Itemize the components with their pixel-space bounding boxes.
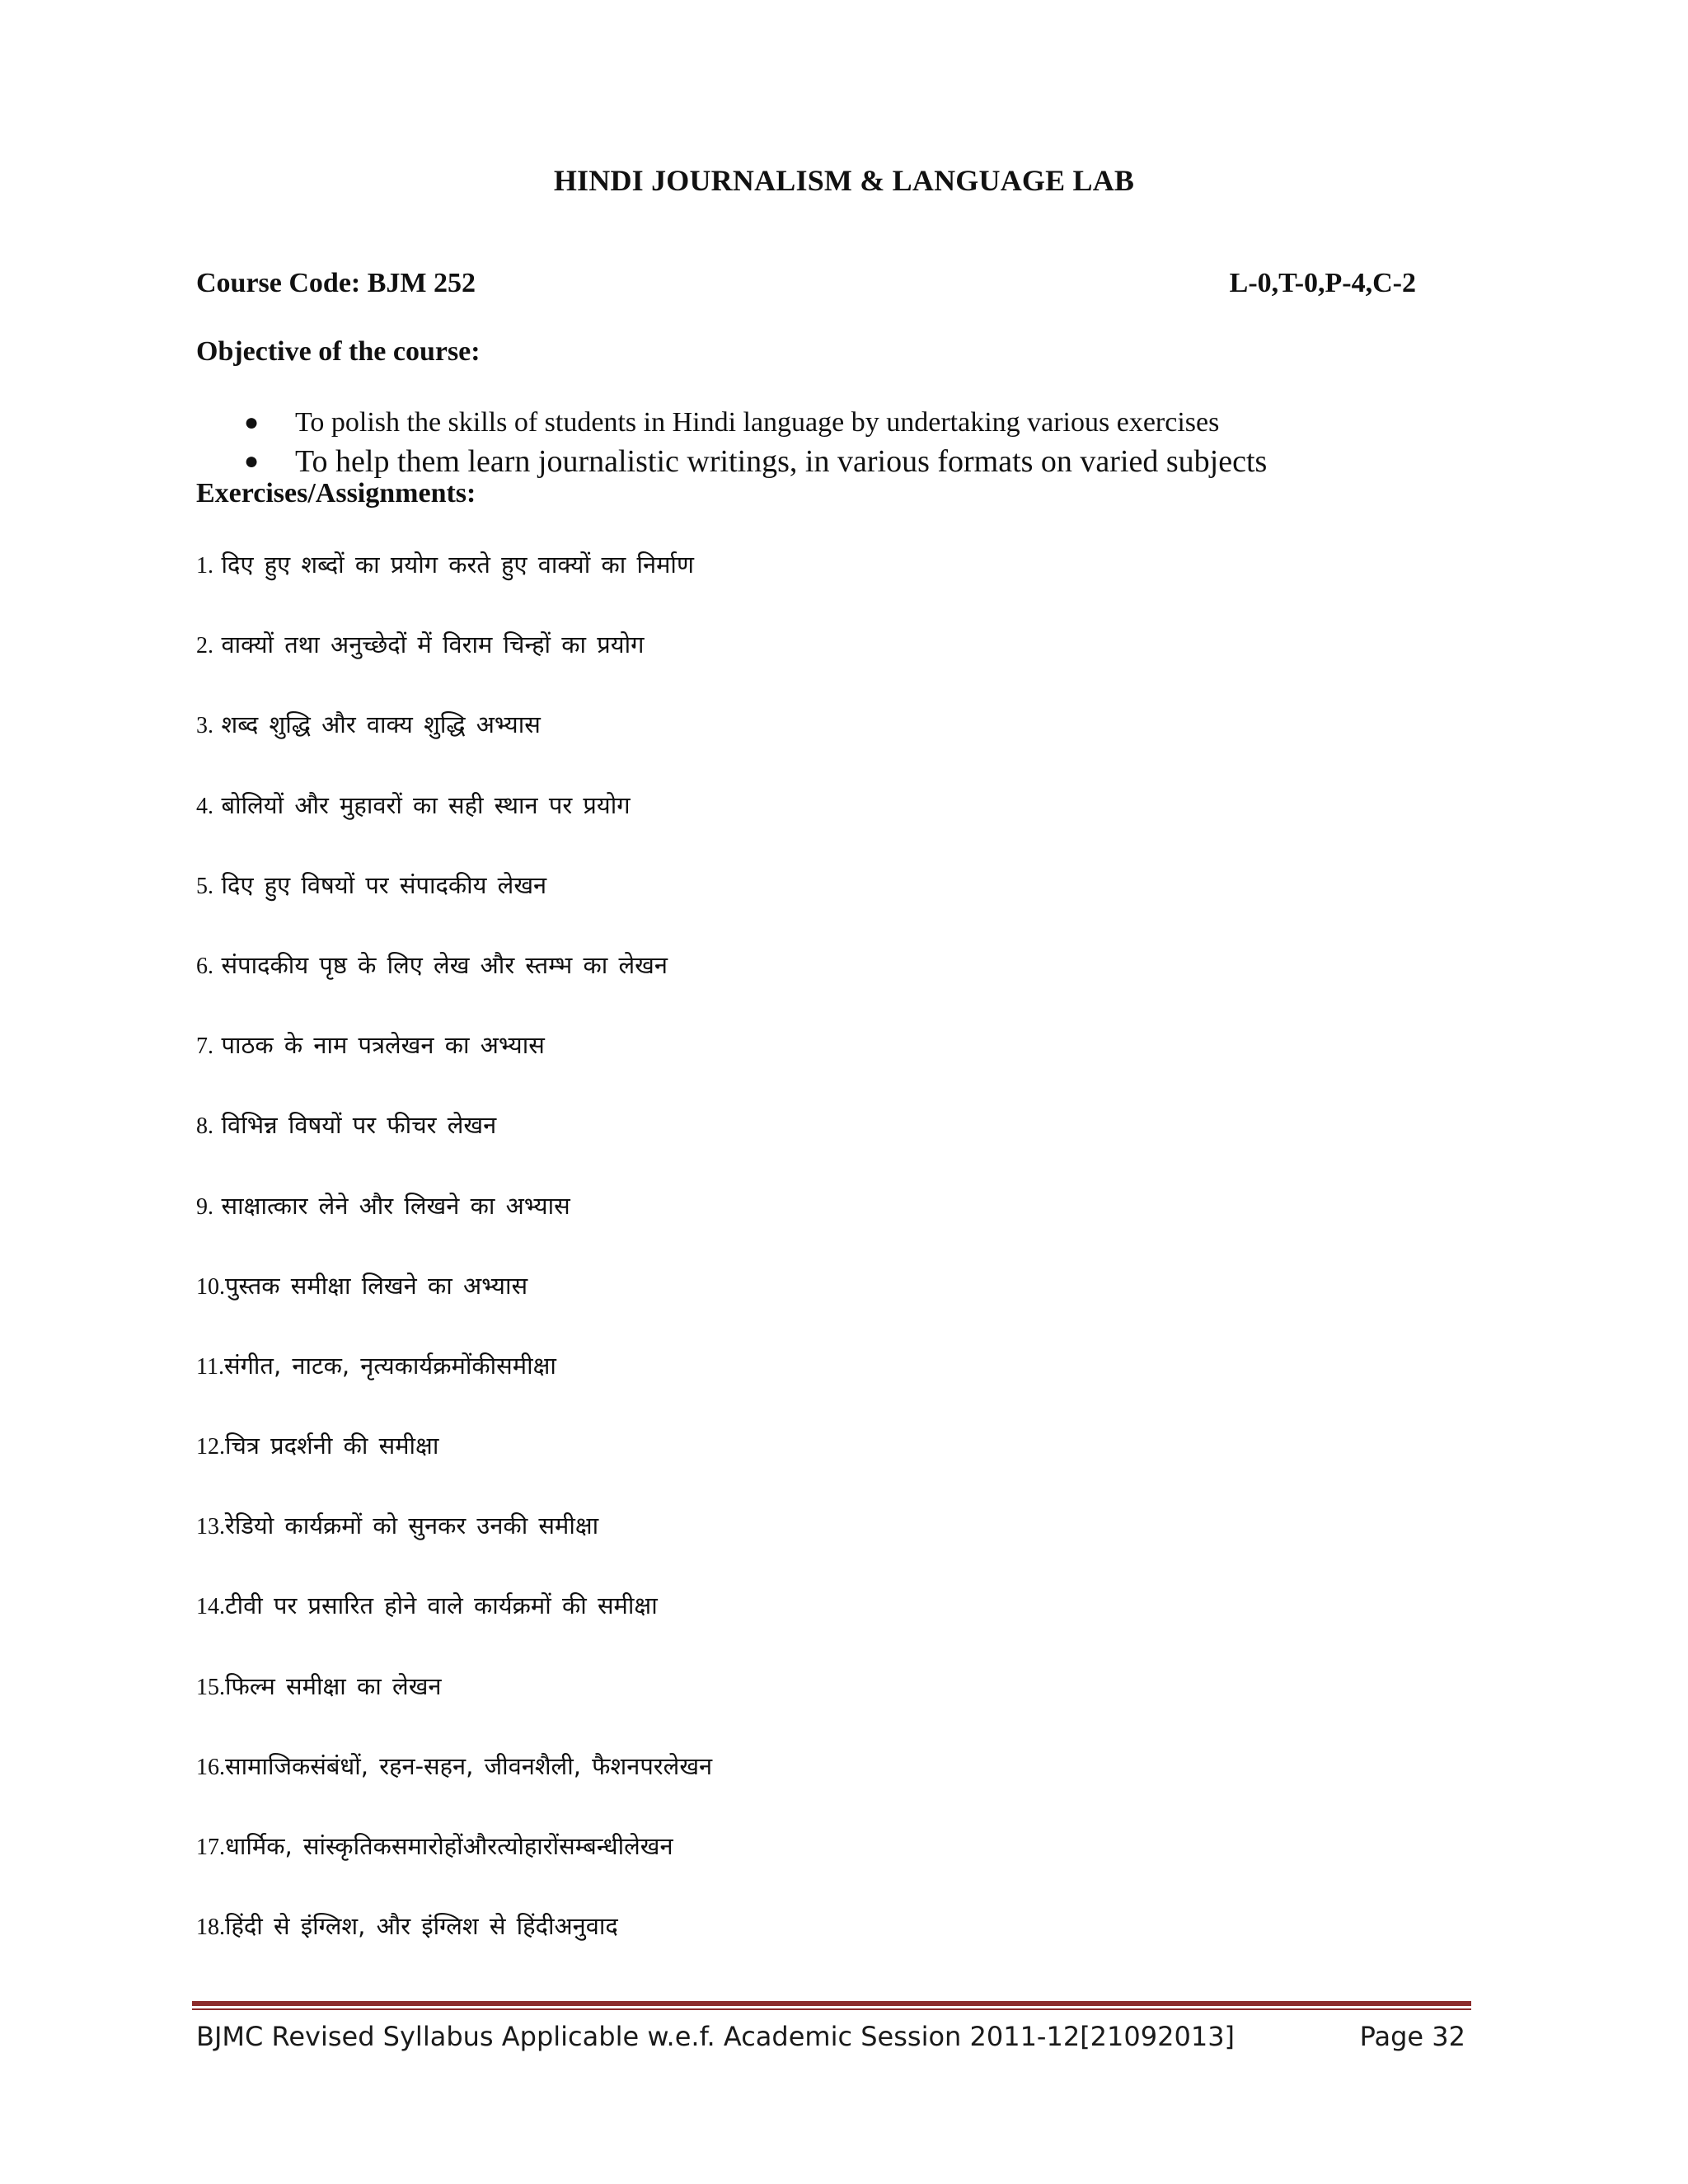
- exercise-number: 8.: [196, 1113, 213, 1140]
- objective-item: [196, 404, 1267, 442]
- objective-text: To polish the skills of students in Hindi language by undertaking various exercises: [295, 407, 1220, 438]
- exercise-text: चित्र प्रदर्शनी की समीक्षा: [225, 1432, 439, 1460]
- exercise-number: 11.: [196, 1353, 224, 1380]
- footer-divider-thick: [192, 2001, 1471, 2006]
- exercise-text: पाठक के नाम पत्रलेखन का अभ्यास: [221, 1031, 545, 1060]
- exercise-list: [196, 544, 712, 1985]
- exercise-item: [196, 1585, 712, 1665]
- exercise-number: 4.: [196, 793, 213, 819]
- exercise-number: 2.: [196, 633, 213, 659]
- bullet-icon: ●: [244, 409, 260, 436]
- exercise-item: [196, 1185, 712, 1265]
- exercise-number: 14.: [196, 1594, 225, 1620]
- exercise-number: 7.: [196, 1033, 213, 1060]
- exercise-item: [196, 1666, 712, 1746]
- exercise-number: 5.: [196, 873, 213, 899]
- exercise-item: [196, 1505, 712, 1585]
- objective-item: [196, 442, 1267, 481]
- exercise-text: दिए हुए शब्दों का प्रयोग करते हुए वाक्यों का निर्माण: [221, 551, 694, 579]
- exercise-text: संगीत, नाटक, नृत्यकार्यक्रमोंकीसमीक्षा: [223, 1351, 556, 1380]
- exercise-number: 6.: [196, 953, 213, 979]
- exercise-text: सामाजिकसंबंधों, रहन-सहन, जीवनशैली, फैशनपरलेखन: [225, 1751, 713, 1780]
- footer-page-number: Page 32: [1359, 2021, 1465, 2052]
- exercise-text: बोलियों और मुहावरों का सही स्थान पर प्रयोग: [221, 790, 631, 819]
- exercise-text: धार्मिक, सांस्कृतिकसमारोहोंऔरत्योहारोंसम्बन्धीलेखन: [225, 1832, 673, 1860]
- objective-text: To help them learn journalistic writings, in various formats on varied subjects: [295, 444, 1268, 479]
- page-title: HINDI JOURNALISM & LANGUAGE LAB: [553, 164, 1135, 197]
- course-credits: L-0,T-0,P-4,C-2: [1229, 268, 1416, 298]
- exercise-text: शब्द शुद्धि और वाक्य शुद्धि अभ्यास: [221, 710, 541, 739]
- exercise-number: 17.: [196, 1835, 225, 1860]
- footer-divider-thin: [192, 2008, 1471, 2010]
- objective-heading: Objective of the course:: [196, 336, 481, 367]
- exercise-item: [196, 1425, 712, 1505]
- exercise-item: [196, 785, 712, 865]
- exercises-heading: Exercises/Assignments:: [196, 478, 476, 509]
- exercise-text: रेडियो कार्यक्रमों को सुनकर उनकी समीक्षा: [225, 1511, 599, 1540]
- exercise-number: 16.: [196, 1754, 225, 1780]
- exercise-number: 10.: [196, 1273, 225, 1300]
- exercise-item: [196, 624, 712, 704]
- footer-syllabus-text: BJMC Revised Syllabus Applicable w.e.f. Academic Session 2011-12[21092013]: [196, 2021, 1236, 2052]
- exercise-text: विभिन्न विषयों पर फीचर लेखन: [221, 1111, 497, 1140]
- exercise-text: संपादकीय पृष्ठ के लिए लेख और स्तम्भ का लेखन: [221, 950, 668, 979]
- exercise-item: [196, 865, 712, 944]
- exercise-text: टीवी पर प्रसारित होने वाले कार्यक्रमों की समीक्षा: [225, 1591, 658, 1620]
- exercise-item: [196, 944, 712, 1024]
- exercise-item: [196, 704, 712, 784]
- exercise-item: [196, 1024, 712, 1104]
- exercise-text: पुस्तक समीक्षा लिखने का अभ्यास: [225, 1271, 528, 1300]
- exercise-text: दिए हुए विषयों पर संपादकीय लेखन: [221, 870, 547, 899]
- exercise-text: फिल्म समीक्षा का लेखन: [225, 1671, 442, 1700]
- exercise-item: [196, 1905, 712, 1985]
- exercise-item: [196, 1265, 712, 1345]
- exercise-number: 12.: [196, 1434, 225, 1460]
- exercise-number: 1.: [196, 553, 213, 579]
- exercise-number: 9.: [196, 1193, 213, 1220]
- exercise-item: [196, 1825, 712, 1905]
- exercise-number: 13.: [196, 1514, 225, 1540]
- footer-divider: [192, 2001, 1471, 2011]
- exercise-number: 15.: [196, 1674, 225, 1700]
- exercise-number: 18.: [196, 1915, 225, 1941]
- exercise-text: साक्षात्कार लेने और लिखने का अभ्यास: [221, 1191, 570, 1220]
- exercise-item: [196, 1746, 712, 1825]
- exercise-item: [196, 1104, 712, 1184]
- exercise-item: [196, 1345, 712, 1425]
- exercise-number: 3.: [196, 713, 213, 739]
- exercise-item: [196, 544, 712, 624]
- bullet-icon: ●: [244, 448, 260, 475]
- course-code: Course Code: BJM 252: [196, 268, 476, 298]
- exercise-text: वाक्यों तथा अनुच्छेदों में विराम चिन्हों का प्रयोग: [221, 630, 645, 659]
- objective-list: [196, 404, 1267, 481]
- exercise-text: हिंदी से इंग्लिश, और इंग्लिश से हिंदीअनुवाद: [225, 1912, 618, 1941]
